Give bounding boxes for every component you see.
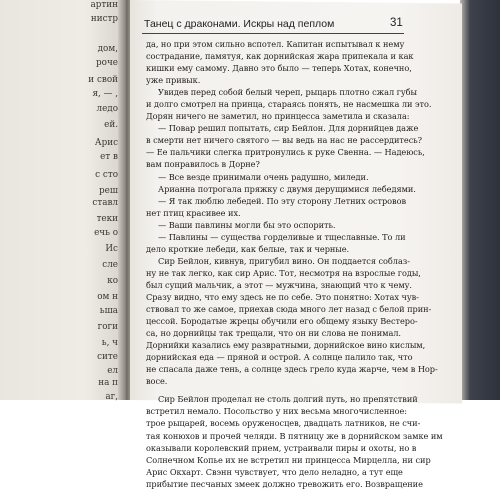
left-page-fragment: ом н [97, 292, 118, 302]
left-page-fragment: ет в [100, 152, 118, 162]
text-line: Солнечном Копье их не встретил ни принцесса Мирцелла, ни сир [146, 454, 431, 465]
text-line: — Повар решил попытать, сир Бейлон. Для дорнийцев даже [158, 123, 419, 134]
text-line: оказывали королевский прием, устраивали пиры и охоты, но в [146, 442, 417, 453]
text-line: нет птиц красивее их. [146, 207, 241, 218]
text-line: Дорян ничего не заметил, но принцесса заметила и сказала: [146, 111, 410, 122]
left-page-fragment: аг, [105, 392, 118, 402]
left-page-fragment: дом, [97, 44, 118, 54]
left-page-fragment: реш [98, 186, 118, 196]
text-line: встретил немало. Посольство у них весьма многочисленное: [146, 406, 408, 417]
text-line: и долго смотрел на принца, стараясь понять, не насмешка ли это. [146, 99, 432, 110]
text-line: дорнийская еда — пряной и острой. А солнце палило так, что [146, 352, 413, 363]
text-line: сострадание, памятуя, как дорнийская жара припекала и как [146, 51, 414, 62]
left-page-fragment: ел [107, 366, 118, 376]
left-page-fragment: Ис [105, 244, 118, 254]
left-page-fragment: роче [96, 58, 118, 68]
left-page-fragment: ьша [99, 306, 118, 316]
header-rule [142, 33, 404, 34]
text-line: восе. [146, 376, 168, 387]
text-line: дело кроткие лебеди, как белые, так и черные. [146, 243, 350, 254]
text-line: в смерти нет ничего святого — вы ведь на нас не рассердитесь? [146, 135, 422, 146]
left-page-fragment: и свой [88, 75, 118, 85]
text-line: Сир Бейлон проделал не столь долгий путь, но препятствий [158, 394, 418, 405]
left-page-fragment: гоги [97, 322, 118, 332]
text-line: са, но дорнийцы так трещали, что он ни слова не понимал. [146, 328, 401, 339]
page-body [146, 38, 443, 490]
left-page-fragment: на п [98, 378, 118, 388]
text-line: не спасала даже тень, а солнце здесь грело куда жарче, чем в Нор- [146, 364, 438, 375]
text-line: вам понравилось в Дорне? [146, 159, 260, 170]
left-page-fragment: ь, ч [101, 338, 118, 348]
page-number: 31 [390, 17, 403, 29]
text-line: уже привык. [146, 75, 201, 86]
left-page-fragment: я, — , [92, 89, 118, 99]
running-header-title: Танец с драконами. Искры над пеплом [144, 18, 335, 30]
left-page-fragment: с сто [95, 170, 118, 180]
left-page-fragment: нистр [90, 14, 118, 24]
text-line: да, но при этом сильно вспотел. Капитан испытывал к нему [146, 39, 405, 49]
text-line: Арианна потрогала пряжку с двумя дерущимися лебедями. [158, 183, 416, 194]
page-edge-shadow [460, 0, 500, 400]
text-line: — Павлины — существа горделивые и тщеславные. То ли [158, 231, 406, 242]
text-line: цессой. Бородатые жрецы обучили его общему языку Вестеро- [146, 316, 418, 327]
left-page-fragment: ечь о [94, 228, 118, 238]
text-line: трое рыцарей, восемь оруженосцев, двадцать латников, не счи- [146, 418, 421, 429]
text-line: ствовал то же самое, приехав сюда много лет назад с белой прин- [146, 304, 432, 315]
left-page-fragment: артин [90, 0, 118, 10]
text-line: тая конюхов и прочей челяди. В пятницу же в дорнийском замке им [146, 430, 443, 441]
left-page-fragment: ставл [92, 198, 118, 208]
left-page-fragment: сите [97, 352, 118, 362]
text-line: Увидев перед собой белый череп, рыцарь плотно сжал губы [158, 87, 418, 98]
text-line: Дорнийки казались ему развратными, дорнийское вино кислым, [146, 340, 426, 351]
text-line: — Ваши павлины могли бы это оспорить. [158, 219, 336, 230]
text-line: прибытие песчаных змеек должно тревожить его. Возвращение [146, 478, 423, 489]
left-page-fragment: ей. [104, 120, 118, 130]
text-line: кишки ему самому. Давно это было — теперь Хотах, конечно, [146, 63, 412, 74]
text-line: — Ее пальчики слегка притронулись к руке Свенна. — Надеюсь, [146, 147, 425, 158]
left-page-fragment: сле [102, 260, 118, 270]
left-page-fragment: теки [96, 214, 118, 224]
text-line: — Я так люблю лебедей. По эту сторону Летних островов [158, 195, 407, 206]
text-line: ну не так легко, как сир Арис. Тот, несмотря на взрослые годы, [146, 267, 421, 278]
left-page-fragment: ледо [96, 104, 118, 114]
left-page-fragment: Арис [94, 138, 118, 148]
text-line: Арис Окхарт. Свэнн чувствует, что дело неладно, а тут еще [146, 466, 403, 477]
text-line: Сир Бейлон, кивнув, пригубил вино. Он поддается соблаз- [158, 255, 410, 266]
text-line: — Все везде принимали очень радушно, миледи. [158, 171, 369, 182]
text-line: Сразу видно, что ему здесь не по себе. Это понятно: Хотах чув- [146, 291, 419, 302]
left-page-fragment: ко [107, 276, 118, 286]
text-line: был сущий мальчик, а этот — мужчина, знающий что к чему. [146, 279, 412, 290]
